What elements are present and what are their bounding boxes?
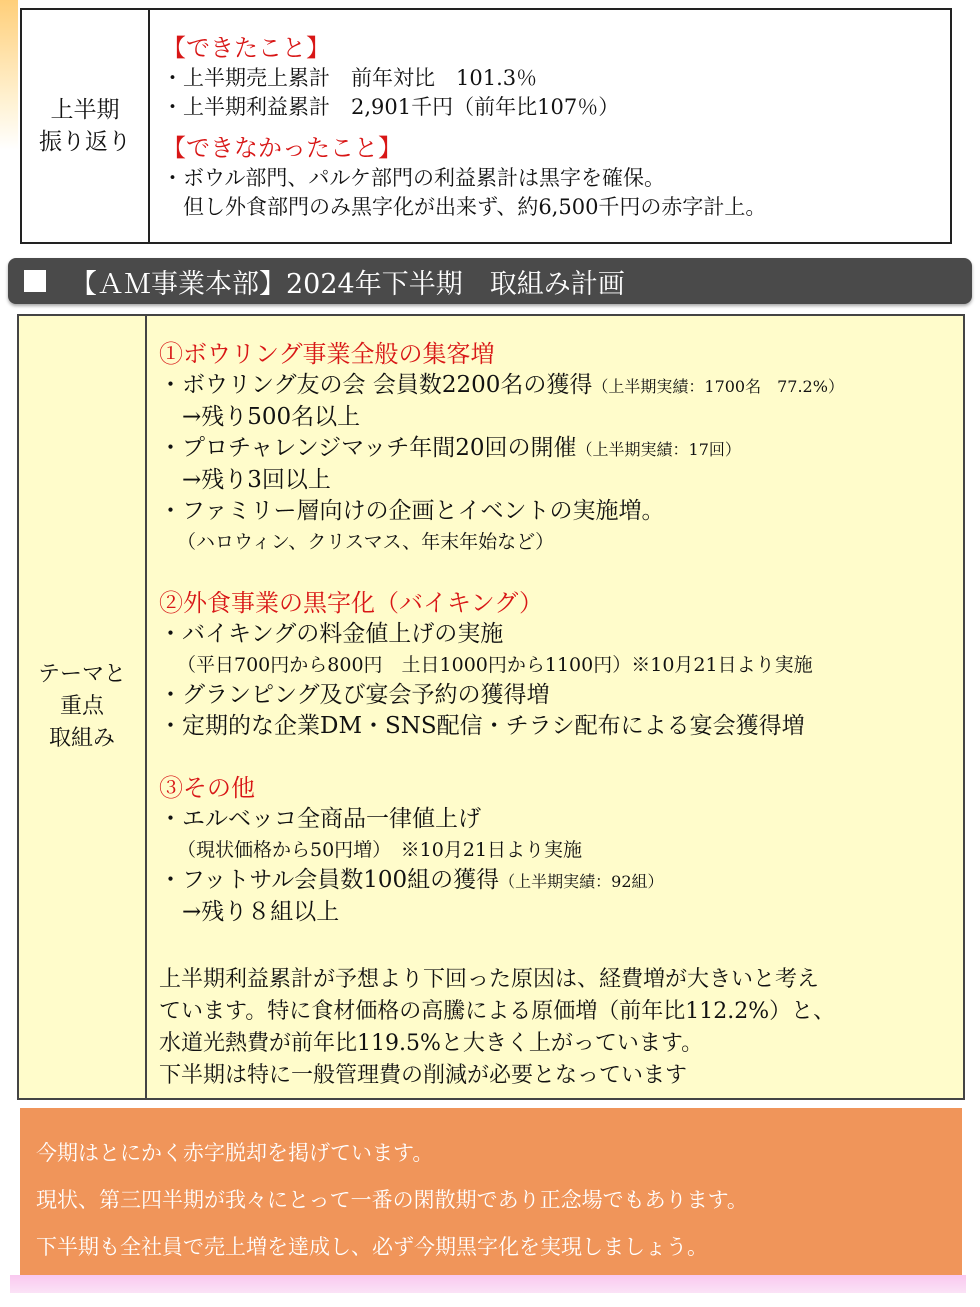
plan-content-cell <box>147 316 963 1098</box>
square-bullet-icon <box>24 270 46 292</box>
done-heading: 【できたこと】 <box>162 34 330 62</box>
summary-line: 下半期は特に一般管理費の削減が必要となっています <box>159 1063 688 1088</box>
closing-line: 下半期も全社員で売上増を達成し、必ず今期黒字化を実現しましょう。 <box>36 1235 708 1259</box>
group2-item: ・定期的な企業DM・SNS配信・チラシ配布による宴会獲得増 <box>159 713 805 739</box>
group1-item-sub: →残り3回以上 <box>159 467 331 493</box>
group1-item-note: （上半期実績：17回） <box>576 440 741 459</box>
plan-summary <box>159 964 963 1092</box>
group3-item-text: ・フットサル会員数100組の獲得 <box>159 867 500 893</box>
group1-heading: ①ボウリング事業全般の集客増 <box>159 340 495 368</box>
group1-item <box>159 370 963 402</box>
group2-item: ・バイキングの料金値上げの実施 <box>159 621 504 647</box>
plan-label-line: テーマと <box>37 662 126 687</box>
review-label-line: 上半期 <box>50 97 120 123</box>
group3-item-note: （上半期実績：92組） <box>499 872 664 891</box>
not-done-heading: 【できなかったこと】 <box>162 134 402 162</box>
bottom-accent-strip <box>10 1275 966 1293</box>
review-content-cell <box>150 10 950 242</box>
not-done-item: 但し外食部門のみ黒字化が出来ず、約6,500千円の赤字計上。 <box>162 195 767 219</box>
review-label-line: 振り返り <box>39 129 131 155</box>
group3-heading: ③その他 <box>159 774 255 802</box>
group1-item: ・ファミリー層向けの企画とイベントの実施増。 <box>159 498 665 524</box>
group3-item <box>159 865 963 897</box>
second-half-plan-table <box>17 314 965 1100</box>
plan-label-line: 重点 <box>59 694 104 719</box>
spacer <box>159 557 963 587</box>
closing-line: 現状、第三四半期が我々にとって一番の閑散期であり正念場でもあります。 <box>36 1188 748 1212</box>
done-item: ・上半期利益累計 2,901千円（前年比107％） <box>162 95 620 119</box>
group2-heading: ②外食事業の黒字化（バイキング） <box>159 589 543 617</box>
section-title-bar <box>8 258 972 304</box>
group2-item-sub: （平日700円から800円 土日1000円から1100円）※10月21日より実施 <box>177 654 813 676</box>
group3-item: ・エルベッコ全商品一律値上げ <box>159 806 481 832</box>
spacer <box>159 928 963 958</box>
review-label-cell <box>22 10 150 242</box>
group1-item-text: ・プロチャレンジマッチ年間20回の開催 <box>159 435 577 461</box>
spacer <box>159 742 963 772</box>
summary-line: 上半期利益累計が予想より下回った原因は、経費増が大きいと考え <box>159 967 820 992</box>
group1-item-text: ・ボウリング友の会 会員数2200名の獲得 <box>159 372 593 398</box>
plan-label-cell <box>19 316 147 1098</box>
group1-item <box>159 433 963 465</box>
not-done-item: ・ボウル部門、パルケ部門の利益累計は黒字を確保。 <box>162 166 665 190</box>
group1-item-note: （上半期実績：1700名 77.2%） <box>592 377 844 396</box>
closing-message-box <box>20 1108 962 1275</box>
summary-line: 水道光熱費が前年比119.5%と大きく上がっています。 <box>159 1031 704 1056</box>
first-half-review-table <box>20 8 952 244</box>
section-title: 【ＡＭ事業本部】2024年下半期 取組み計画 <box>70 268 625 300</box>
group3-item-sub: →残り８組以上 <box>159 899 340 925</box>
group1-item-sub: →残り500名以上 <box>159 404 361 430</box>
closing-line: 今期はとにかく赤字脱却を掲げています。 <box>36 1141 434 1165</box>
top-left-accent <box>0 0 18 150</box>
done-item: ・上半期売上累計 前年対比 101.3％ <box>162 66 538 90</box>
group1-item-sub: （ハロウィン、クリスマス、年末年始など） <box>177 531 555 553</box>
group2-item: ・グランピング及び宴会予約の獲得増 <box>159 682 550 708</box>
group3-item-sub: （現状価格から50円増） ※10月21日より実施 <box>177 839 583 861</box>
summary-line: ています。特に食材価格の高騰による原価増（前年比112.2%）と、 <box>159 999 836 1024</box>
plan-label-line: 取組み <box>48 726 115 751</box>
